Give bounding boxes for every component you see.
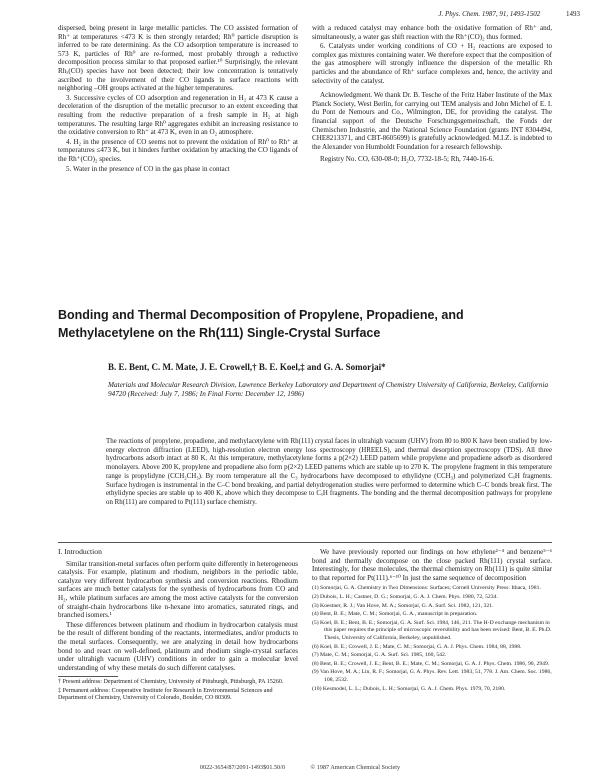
acknowledgment: Acknowledgment. We thank Dr. B. Tesche of the Fritz Haber Institute of the Max Planck Society, West Berlin, for carrying out TEM analysis and John Michel of E. I. du Pont de Nemours and Co., Wilmington, DE, for providing the catalyst. The financial support of the Deutsche Forschungsgemeinschaft, the Fonds der Chemischen Industrie, and the National Science Foundation (grants INT 8304494, CHE8213371, and CBT-8605699) is gratefully acknowledged. M.I.Z. is indebted to the Alexander von Humboldt Foundation for a research fellowship. [312,91,552,151]
section-heading: I. Introduction [58,547,102,556]
reference-item: (8) Bent, B. E.; Crowell, J. E.; Bent, B. E.; Mate, C. M.; Somorjai, G. A. J. Phys. Chem. 1986, 90, 2949. [312,660,550,667]
copyright-notice: © 1987 American Chemical Society [310,764,401,771]
abstract-divider [58,542,552,543]
running-header [438,10,580,18]
footnote: ‡ Permanent address: Cooperative Institute for Research in Environmental Sciences and Department of Chemistry, University of Colorado, Boulder, CO 80309. [58,687,273,702]
paragraph: with a reduced catalyst may enhance both the oxidative formation of Rh⁺ and, simultaneously, a water gas shift reaction with the Rh⁺(CO)₂ thus formed. [312,24,552,41]
paragraph: We have previously reported our findings on how ethylene²⁻⁴ and benzene⁵⁻⁶ bond and thermally decompose on the close packed Rh(111) crystal surface. Interestingly, for these molecules, the thermal chemistry on Rh(111) is quite similar to that reported for Pt(111).⁶⁻¹⁰ In just the same sequence of decomposition [312,548,552,582]
reference-item: (9) Van Hove, M. A.; Lin, R. F.; Somorjai, G. A. Phys. Rev. Lett. 1983, 51, 778. J. Am. Chem. Soc. 1986, 108, 2532. [312,669,552,683]
article-authors: B. E. Bent, C. M. Mate, J. E. Crowell,† B. E. Koel,‡ and G. A. Somorjai* [108,362,386,372]
article-title: Bonding and Thermal Decomposition of Propylene, Propadiene, and Methylacetylene on the Rh(111) Single-Crystal Surface [58,308,464,340]
reference-item: (7) Mate, C. M.; Somorjai, G. A. Surf. Sci. 1985, 160, 542. [312,652,447,659]
journal-citation: J. Phys. Chem. 1987, 91, 1493-1502 [438,10,541,18]
reference-item: (10) Kesmodel, L. L.; Dubois, L. H.; Somorjai, G. A. J. Chem. Phys. 1979, 70, 2180. [312,685,506,692]
paragraph: 4. H₂ in the presence of CO seems not to prevent the oxidation of Rh⁰ to Rh⁺ at temperatures ≤473 K, but it hinders further oxidation by attacking the CO ligands of the Rh⁺(CO)₂ species. [58,137,298,163]
reference-item: (3) Koestner, R. J.; Van Hove, M. A.; Somorjai, G. A. Surf. Sci. 1982, 121, 321. [312,602,494,609]
paragraph: 5. Water in the presence of CO in the gas phase in contact [66,164,230,173]
paragraph: Similar transition-metal surfaces often perform quite differently in heterogeneous catalysis. For example, platinum and rhodium, neighbors in the periodic table, catalyze very different hydrocarbon synthesis and conversion reactions. Rhodium surfaces are much better catalysts for the synthesis of hydrocarbons from CO and H₂, while platinum surfaces are among the most active catalysts for the conversion of straight-chain hydrocarbons like n-hexane into aromatics, saturated rings, and branched isomers.¹ [58,559,298,620]
page-number: 1493 [566,10,580,18]
footnote: † Present address: Department of Chemistry, University of Pittsburgh, Pittsburgh, PA 15260. [58,679,284,686]
paragraph: These differences between platinum and rhodium in hydrocarbon catalysis must be the result of different bonding of the reactants, intermediates, and/or products to the metal surfaces. Consequently, we are analyzing in detail how hydrocarbons bond to and react on well-defined, platinum and rhodium single-crystal surfaces under ultrahigh vacuum (UHV) conditions in order to gain a molecular level understanding of why these metals do such different catalyses. [58,620,298,672]
previous-article-left-column [58,24,298,173]
footnote-rule [58,676,118,677]
reference-list [312,585,552,693]
introduction-right-column [312,548,552,693]
article-affiliation: Materials and Molecular Research Division, Lawrence Berkeley Laboratory and Department of Chemistry University of California, Berkeley, California 94720 (Received: July 7, 1986; In Final Form: December 12, 1986) [108,381,549,398]
reference-item: (6) Koel, B. E.; Crowell, J. E.; Mate, C. M.; Somorjai, G. A. J. Phys. Chem. 1984, 88, 1988. [312,643,522,650]
previous-article-right-column [312,24,552,164]
article-code: 0022-3654/87/2091-1493$01.50/0 [199,764,285,771]
reference-item: (5) Koel, B. E.; Bent, B. E.; Somorjai, G. A. Surf. Sci. 1984, 146, 211. The H-D exchange mechanism in this paper requires the principle of microscopic reversibility and has been revised: Bent, B. E. Ph.D. Thesis, University of California, Berkeley, unpublished. [312,619,552,641]
paragraph: dispersed, being present in large metallic particles. The CO assisted formation of Rh⁺ at temperatures <473 K is then strongly retarded; Rh⁰ particle disruption is inferred to be rate determining. As the CO adsorption temperature is increased to 573 K, particles of Rh⁰ are re-formed, most probably through a reductive decomposition process similar to that proposed earlier.¹⁰ Surprisingly, the relevant Rhₓ(CO) species have not been detected; their low concentration is tentatively ascribed to the involvement of their CO ligands in surface reactions with neighboring –OH groups activated at the higher temperatures. [58,24,298,93]
paragraph: 6. Catalysts under working conditions of CO + H₂ reactions are exposed to complex gas mixtures containing water. We therefore expect that the composition of the gas atmosphere will strongly influence the dispersion of the metallic Rh particles and the abundance of Rh⁺ surface complexes and, hence, the activity and selectivity of the catalyst. [312,42,552,85]
paragraph: 3. Successive cycles of CO adsorption and regeneration in H₂ at 473 K cause a deceleration of the disruption of the metallic precursor to an extent exceeding that resulting from the reductive preparation of a fresh sample in H₂ at high temperatures. The resulting large Rh⁰ aggregates exhibit an increasing resistance to the oxidative conversion to Rh⁺ at 473 K, even in an O₂ atmosphere. [58,93,298,137]
reference-item: (4) Bent, B. E.; Mate, C. M.; Somorjai, G. A., manuscript in preparation. [312,611,478,618]
reference-item: (2) Dubois, L. H.; Castner, D. G.; Somorjai, G. A. J. Chem. Phys. 1980, 72, 5234. [312,593,498,600]
registry-numbers: Registry No. CO, 630-08-0; H₂O, 7732-18-5; Rh, 7440-16-6. [320,155,494,164]
reference-item: (1) Somorjai, G. A. Chemistry in Two Dimensions: Surfaces; Cornell University Press: Ithaca, 1981. [312,585,541,592]
introduction-left-column [58,548,298,704]
article-abstract: The reactions of propylene, propadiene, and methylacetylene with Rh(111) crystal faces in ultrahigh vacuum (UHV) from 80 to 800 K have been studied by low-energy electron diffraction (LEED), high-resolution electron energy loss spectroscopy (HREELS), and thermal desorption spectroscopy (TDS). All three hydrocarbons adsorb intact at 80 K. At this temperature, methylacetylene forms a p(2×2) LEED pattern while propylene and propadiene adsorb as disordered monolayers. Above 200 K, propylene and propadiene also form p(2×2) LEED patterns which are stable up to 270 K. The propylene fragment in this temperature range is propylidyne (CCH₂CH₃). By room temperature all the C₃ hydrocarbons have decomposed to ethylidyne (CCH₃) and polymerized CₓH fragments. Surface hydrogen is instrumental in the C–C bond breaking, and partial dehydrogenation studies were performed to determine which C–C bonds break first. The ethylidyne species are stable up to 400 K, above which they decompose to CₓH fragments. The bonding and the thermal decomposition pathways for propylene on Rh(111) are compared to Pt(111) surface chemistry. [106,438,552,506]
footnotes [58,679,298,702]
page-footer [0,764,600,771]
